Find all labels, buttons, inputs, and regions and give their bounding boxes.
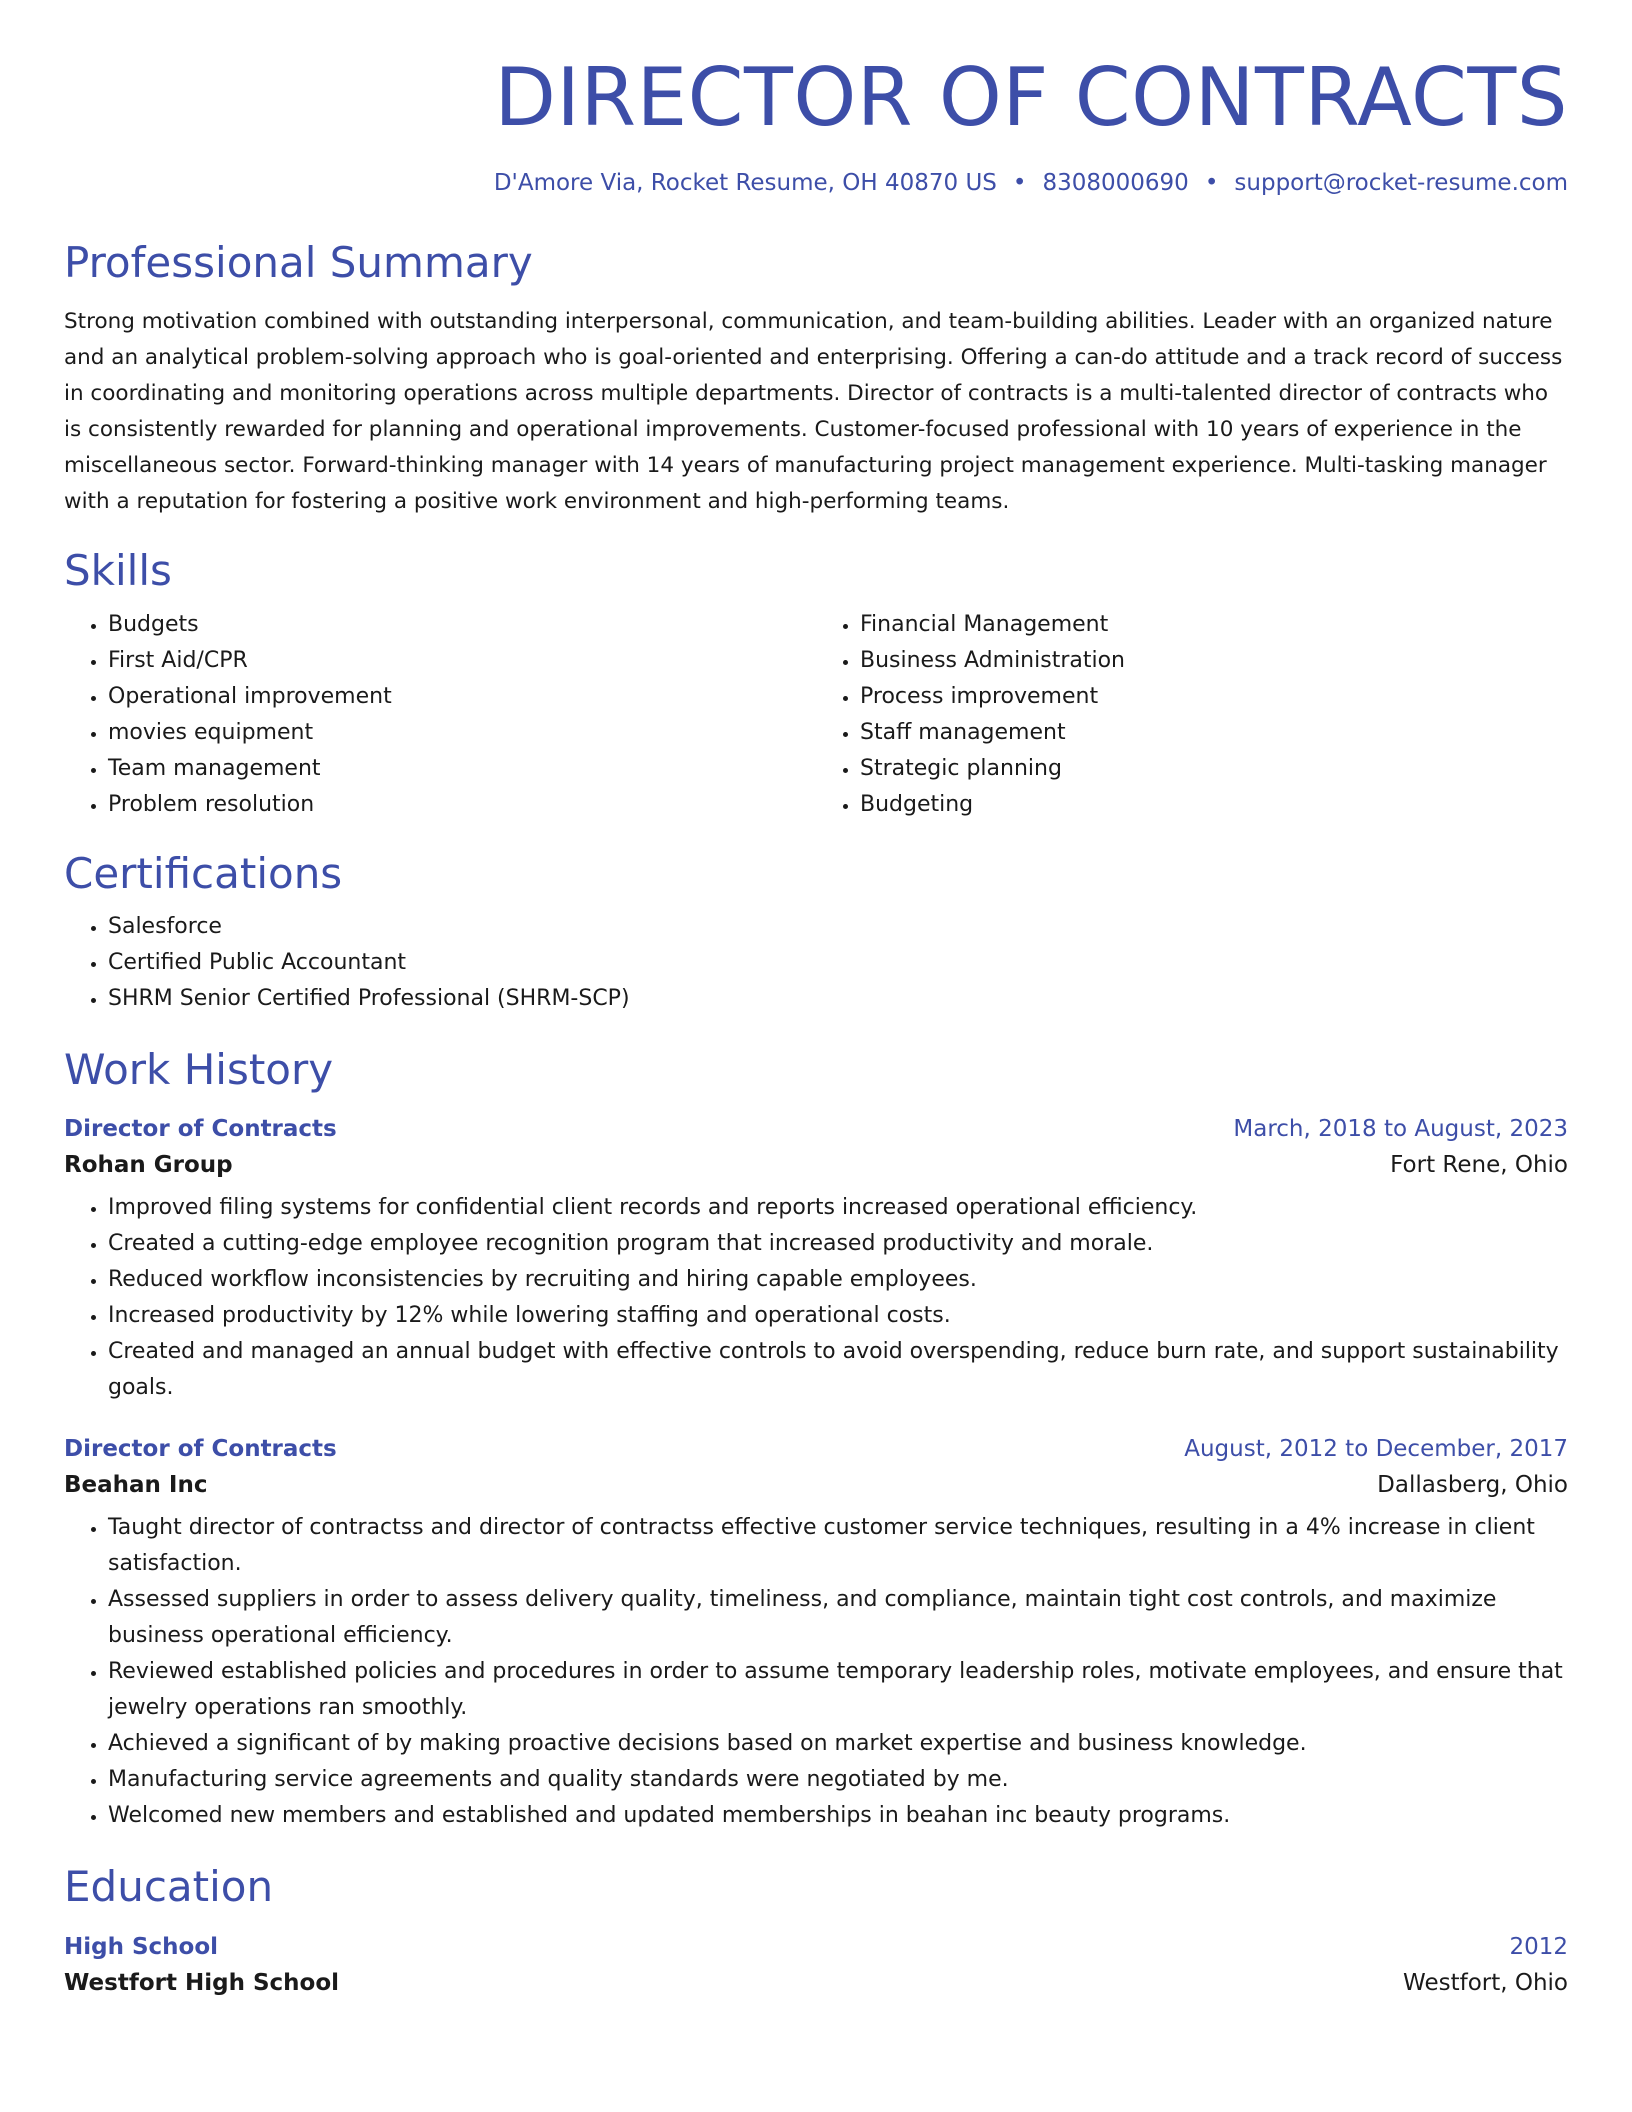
certifications-section bbox=[64, 849, 1568, 1017]
certifications-heading: Certifications bbox=[64, 848, 343, 898]
job-company-row bbox=[64, 1152, 1568, 1178]
job-title-row bbox=[64, 1436, 1568, 1462]
job-bullet: • Improved filing systems for confidential client records and reports increased operational efficiency. bbox=[108, 1190, 1568, 1226]
skill-item: • Operational improvement bbox=[108, 679, 816, 715]
skill-item: • Financial Management bbox=[860, 607, 1568, 643]
job-entry bbox=[64, 1116, 1568, 1406]
job-bullet: • Welcomed new members and established and updated memberships in beahan inc beauty programs. bbox=[108, 1798, 1568, 1834]
job-bullet: • Achieved a significant of by making proactive decisions based on market expertise and business knowledge. bbox=[108, 1726, 1568, 1762]
contact-separator: • bbox=[1204, 170, 1219, 196]
contact-email: support@rocket-resume.com bbox=[1234, 170, 1568, 196]
job-bullet: • Created a cutting-edge employee recognition program that increased productivity and morale. bbox=[108, 1226, 1568, 1262]
candidate-title: DIRECTOR OF CONTRACTS bbox=[494, 51, 1568, 144]
skill-item: • Budgeting bbox=[860, 787, 1568, 823]
contact-line bbox=[64, 170, 1568, 196]
skill-item: • Strategic planning bbox=[860, 751, 1568, 787]
skills-section bbox=[64, 546, 1568, 822]
job-bullet: • Reduced workflow inconsistencies by recruiting and hiring capable employees. bbox=[108, 1262, 1568, 1298]
certifications-list bbox=[64, 909, 1568, 1017]
education-school: Westfort High School bbox=[64, 1969, 340, 1996]
job-title-row bbox=[64, 1116, 1568, 1142]
job-bullet: • Increased productivity by 12% while lowering staffing and operational costs. bbox=[108, 1298, 1568, 1334]
job-bullet: • Created and managed an annual budget with effective controls to avoid overspending, reduce burn rate, and support sustainability goals. bbox=[108, 1334, 1568, 1406]
skill-item: • Problem resolution bbox=[108, 787, 816, 823]
summary-heading: Professional Summary bbox=[64, 238, 533, 287]
job-dates: March, 2018 to August, 2023 bbox=[1233, 1115, 1568, 1142]
job-dates: August, 2012 to December, 2017 bbox=[1184, 1435, 1568, 1462]
job-bullet: • Taught director of contractss and director of contractss effective customer service techniques, resulting in a 4% increase in client satisfaction. bbox=[108, 1510, 1568, 1582]
resume-header bbox=[64, 0, 1568, 196]
skill-item: • First Aid/CPR bbox=[108, 643, 816, 679]
job-bullet: • Manufacturing service agreements and quality standards were negotiated by me. bbox=[108, 1762, 1568, 1798]
education-section bbox=[64, 1862, 1568, 1996]
education-school-row bbox=[64, 1970, 1568, 1996]
skill-item: • Process improvement bbox=[860, 679, 1568, 715]
job-bullet: • Reviewed established policies and procedures in order to assume temporary leadership roles, motivate employees, and ensure that jewelry operations ran smoothly. bbox=[108, 1654, 1568, 1726]
education-location: Westfort, Ohio bbox=[1403, 1969, 1568, 1996]
summary-text: Strong motivation combined with outstanding interpersonal, communication, and team-building abilities. Leader with an organized nature and an analytical problem-solving approach who is goal-oriented and enterprising. Offering a can-do attitude and a track record of success in coordinating and monitoring operations across multiple departments. Director of contracts is a multi-talented director of contracts who is consistently rewarded for planning and operational improvements. Customer-focused professional with 10 years of experience in the miscellaneous sector. Forward-thinking manager with 14 years of manufacturing project management experience. Multi-tasking manager with a reputation for fostering a positive work environment and high-performing teams. bbox=[64, 309, 1563, 515]
job-title: Director of Contracts bbox=[64, 1115, 337, 1142]
education-degree-row bbox=[64, 1934, 1568, 1960]
work-history-section bbox=[64, 1045, 1568, 1833]
job-bullets bbox=[64, 1190, 1568, 1406]
contact-separator: • bbox=[1012, 170, 1027, 196]
skills-grid bbox=[64, 597, 1568, 823]
work-history-heading: Work History bbox=[64, 1045, 334, 1095]
job-location: Dallasberg, Ohio bbox=[1377, 1471, 1568, 1498]
job-title: Director of Contracts bbox=[64, 1435, 337, 1462]
skills-heading: Skills bbox=[64, 546, 172, 596]
skill-item: • Business Administration bbox=[860, 643, 1568, 679]
job-company: Beahan Inc bbox=[64, 1471, 208, 1498]
skill-item: • movies equipment bbox=[108, 715, 816, 751]
skills-list-left bbox=[64, 607, 816, 823]
education-year: 2012 bbox=[1509, 1933, 1568, 1960]
certification-item: • Certified Public Accountant bbox=[108, 945, 1568, 981]
job-entry bbox=[64, 1436, 1568, 1834]
skill-item: • Team management bbox=[108, 751, 816, 787]
education-degree: High School bbox=[64, 1933, 219, 1960]
summary-section bbox=[64, 238, 1568, 520]
contact-address: D'Amore Via, Rocket Resume, OH 40870 US bbox=[493, 170, 997, 196]
contact-phone: 8308000690 bbox=[1042, 170, 1189, 196]
skill-item: • Budgets bbox=[108, 607, 816, 643]
skill-item: • Staff management bbox=[860, 715, 1568, 751]
job-company-row bbox=[64, 1472, 1568, 1498]
certification-item: • Salesforce bbox=[108, 909, 1568, 945]
education-heading: Education bbox=[64, 1861, 274, 1911]
job-location: Fort Rene, Ohio bbox=[1390, 1151, 1568, 1178]
education-entry bbox=[64, 1934, 1568, 1996]
job-bullets bbox=[64, 1510, 1568, 1834]
skills-list-right bbox=[816, 607, 1568, 823]
certification-item: • SHRM Senior Certified Professional (SHRM-SCP) bbox=[108, 981, 1568, 1017]
job-bullet: • Assessed suppliers in order to assess delivery quality, timeliness, and compliance, maintain tight cost controls, and maximize business operational efficiency. bbox=[108, 1582, 1568, 1654]
job-company: Rohan Group bbox=[64, 1151, 233, 1178]
